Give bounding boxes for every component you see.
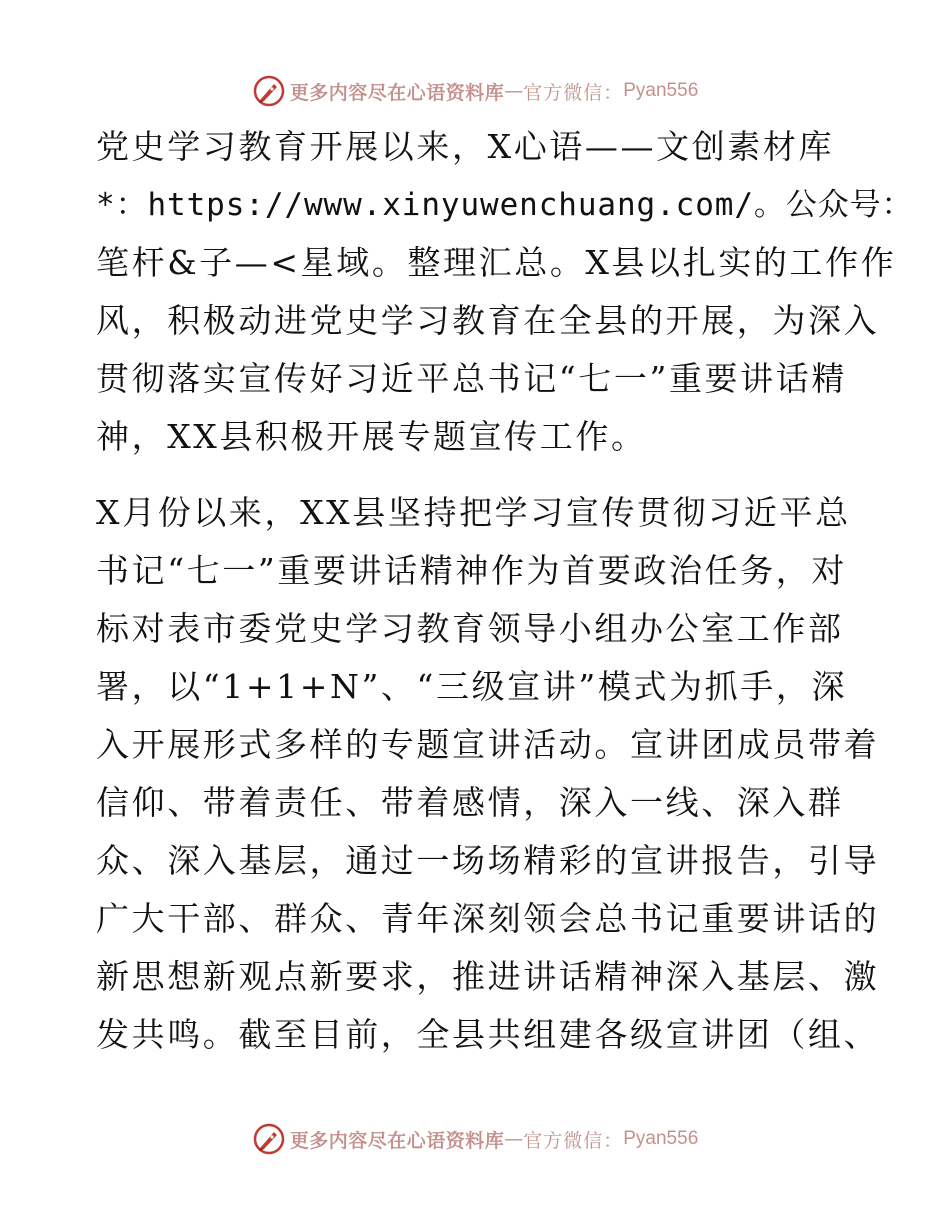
watermark-separator: — (504, 1128, 524, 1150)
watermark-official-label: 官方微信： (523, 1129, 624, 1152)
paragraph-line: X月份以来，XX县坚持把学习宣传贯彻习近平总 (96, 493, 851, 532)
header-watermark (0, 71, 950, 111)
paragraph-line: 署，以“1+1+N”、“三级宣讲”模式为抓手，深 (96, 667, 848, 706)
paragraph-line: 新思想新观点新要求，推进讲话精神深入基层、激 (96, 957, 880, 996)
pen-logo-icon (252, 74, 286, 108)
pen-logo-icon (252, 1122, 286, 1156)
paragraph-line: 书记“七一”重要讲话精神作为首要政治任务，对 (96, 551, 847, 590)
footer-watermark (0, 1119, 950, 1159)
paragraph-line: 广大干部、群众、青年深刻领会总书记重要讲话的 (96, 899, 880, 938)
watermark-separator: — (504, 80, 524, 102)
paragraph-line: 风，积极动进党史学习教育在全县的开展，为深入 (96, 301, 880, 340)
paragraph-line: 贯彻落实宣传好习近平总书记“七一”重要讲话精 (96, 359, 847, 398)
watermark-official-label: 官方微信： (523, 81, 624, 104)
watermark-account-id: Pyan556 (623, 1128, 699, 1149)
watermark-account-id: Pyan556 (623, 80, 699, 101)
watermark-text: 更多内容尽在心语资料库 (289, 81, 505, 104)
paragraph-line: *：https://www.xinyuwenchuang.com/。公众号： (96, 187, 914, 223)
paragraph-line: 发共鸣。截至目前，全县共组建各级宣讲团（组、 (96, 1015, 880, 1054)
paragraph-line: 入开展形式多样的专题宣讲活动。宣讲团成员带着 (96, 725, 880, 764)
paragraph-line: 众、深入基层，通过一场场精彩的宣讲报告，引导 (96, 841, 880, 880)
paragraph-line: 神，XX县积极开展专题宣传工作。 (96, 417, 647, 456)
paragraph-line: 信仰、带着责任、带着感情，深入一线、深入群 (96, 783, 844, 822)
paragraph-line: 党史学习教育开展以来，X心语——文创素材库 (96, 127, 835, 166)
paragraph-1 (96, 118, 914, 466)
watermark-text: 更多内容尽在心语资料库 (289, 1129, 505, 1152)
paragraph-line: 标对表市委党史学习教育领导小组办公室工作部 (96, 609, 844, 648)
paragraph-2 (96, 484, 880, 1064)
paragraph-line: 笔杆&子—<星域。整理汇总。X县以扎实的工作作 (96, 243, 897, 282)
